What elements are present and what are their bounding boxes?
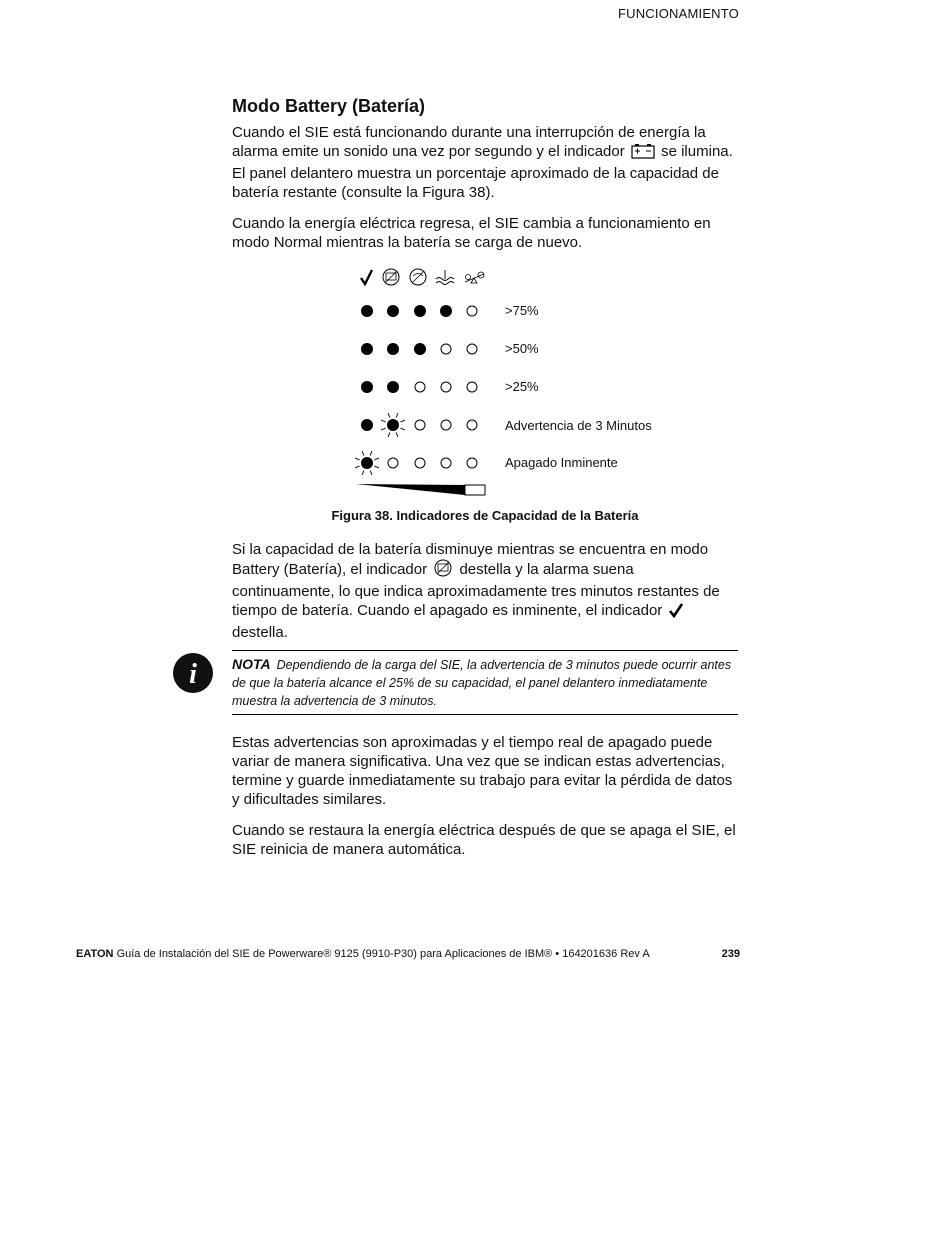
paragraph-3 <box>232 540 738 642</box>
page-number: 239 <box>721 948 740 960</box>
flash-ray <box>355 458 360 460</box>
main-content <box>232 96 738 264</box>
indicator-led <box>467 344 477 354</box>
note-box <box>232 650 738 715</box>
check-icon-inline <box>668 602 684 623</box>
indicator-led <box>467 382 477 392</box>
battery-indicator-icon <box>383 269 399 285</box>
indicator-led <box>415 458 425 468</box>
indicator-led <box>441 458 451 468</box>
indicator-led <box>388 458 398 468</box>
paragraph-1 <box>232 123 738 202</box>
indicator-led <box>467 306 477 316</box>
indicator-led <box>388 382 399 393</box>
indicator-led <box>388 306 399 317</box>
footer-brand: EATON <box>76 948 114 960</box>
bypass-indicator-icon <box>410 269 426 285</box>
flash-ray <box>362 451 364 456</box>
battery-indicator-icon-inline <box>433 559 453 582</box>
flash-ray <box>355 466 360 468</box>
capacity-wedge <box>356 484 485 495</box>
indicator-led <box>362 382 373 393</box>
row-label-25: >25% <box>505 379 539 394</box>
indicator-led <box>441 306 452 317</box>
battery-icon <box>631 143 655 164</box>
indicator-led <box>415 420 425 430</box>
indicator-led <box>362 458 373 469</box>
note-title: NOTA <box>232 656 271 672</box>
indicator-led <box>467 420 477 430</box>
line-indicator-icon <box>436 270 454 285</box>
flash-ray <box>374 458 379 460</box>
indicator-led <box>362 344 373 355</box>
figure-caption: Figura 38. Indicadores de Capacidad de la Batería <box>331 508 639 523</box>
flash-ray <box>388 432 390 437</box>
indicator-led <box>388 344 399 355</box>
check-icon <box>361 270 372 284</box>
indicator-led <box>388 420 399 431</box>
indicator-led <box>362 420 373 431</box>
paragraph-4: Estas advertencias son aproximadas y el tiempo real de apagado puede variar de manera significativa. Una vez que se indican estas advertencias, termine y guarde inmediatamente su trabajo para evitar la pérdida de datos y dificultades similares. <box>232 734 733 808</box>
indicator-led <box>415 344 426 355</box>
indicator-led <box>467 458 477 468</box>
flash-ray <box>362 470 364 475</box>
indicator-rows <box>355 306 477 476</box>
row-label-50: >50% <box>505 341 539 356</box>
info-icon <box>172 652 214 699</box>
paragraph-3-text-c: destella. <box>232 624 288 641</box>
paragraph-1-text-a: Cuando el SIE está funcionando durante una interrupción de energía la alarma emite un sonido una vez por segundo y el indicador <box>232 124 706 160</box>
flash-ray <box>396 413 398 418</box>
row-label-shutdown: Apagado Inminente <box>505 455 618 470</box>
flash-ray <box>381 428 386 430</box>
paragraph-5: Cuando se restaura la energía eléctrica después de que se apaga el SIE, el SIE reinicia de manera automática. <box>232 822 736 858</box>
flash-ray <box>370 470 372 475</box>
page-footer <box>76 948 740 960</box>
indicator-led <box>415 306 426 317</box>
indicator-led <box>441 344 451 354</box>
note-text: Dependiendo de la carga del SIE, la advertencia de 3 minutos puede ocurrir antes de que la batería alcance el 25% de su capacidad, el panel delantero inmediatamente muestra la advertencia de 3 minutos. <box>232 658 732 708</box>
indicator-led <box>441 420 451 430</box>
row-label-75: >75% <box>505 303 539 318</box>
indicator-led <box>415 382 425 392</box>
flash-ray <box>370 451 372 456</box>
paragraph-3-text-a: Si la capacidad de la batería disminuye mientras se encuentra en modo Battery (Batería), el indicador <box>232 541 709 578</box>
flash-ray <box>388 413 390 418</box>
flash-ray <box>396 432 398 437</box>
footer-text: Guía de Instalación del SIE de Powerware® 9125 (9910-P30) para Aplicaciones de IBM® • 164201636 Rev A <box>116 948 650 960</box>
section-title: Modo Battery (Batería) <box>232 96 426 116</box>
load-indicator-icon <box>465 272 484 283</box>
row-label-3min: Advertencia de 3 Minutos <box>505 418 652 433</box>
closing-paragraphs <box>232 733 738 871</box>
paragraph-1-text-b: se ilumina. El panel delantero muestra un porcentaje aproximado de la capacidad de batería restante (consulte la Figura 38). <box>232 143 733 201</box>
paragraph-3-block <box>232 540 738 654</box>
paragraph-2: Cuando la energía eléctrica regresa, el SIE cambia a funcionamiento en modo Normal mientras la batería se carga de nuevo. <box>232 215 711 251</box>
indicator-led <box>441 382 451 392</box>
figure-icon-row <box>361 269 484 285</box>
running-header: FUNCIONAMIENTO <box>617 6 739 21</box>
flash-ray <box>381 420 386 422</box>
indicator-led <box>362 306 373 317</box>
flash-ray <box>400 420 405 422</box>
flash-ray <box>374 466 379 468</box>
flash-ray <box>400 428 405 430</box>
svg-text:i: i <box>189 659 197 690</box>
paragraph-3-text-b: destella y la alarma suena continuamente, lo que indica aproximadamente tres minutos restantes de tiempo de batería. Cuando el apagado es inminente, el indicador <box>232 561 720 619</box>
